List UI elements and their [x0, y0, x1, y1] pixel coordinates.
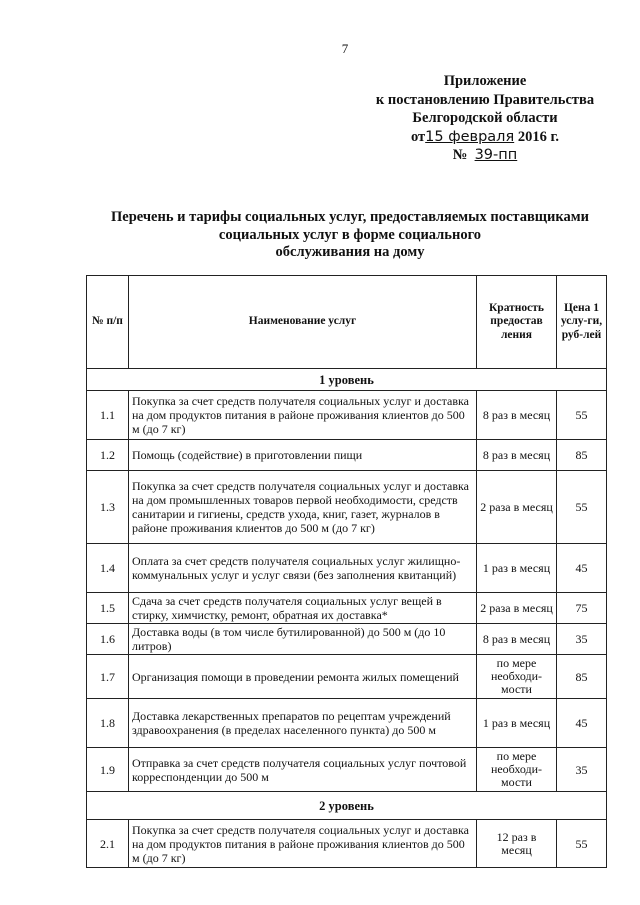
table-row	[87, 748, 607, 792]
row-name: Доставка воды (в том числе бутилированной) до 500 м (до 10 литров)	[129, 624, 477, 655]
row-name: Доставка лекарственных препаратов по рецептам учреждений здравоохранения (в пределах населенного пункта) до 500 м	[129, 699, 477, 748]
row-num: 1.7	[87, 655, 129, 699]
table-row	[87, 820, 607, 868]
row-freq: 12 раз в месяц	[477, 820, 557, 868]
table-row	[87, 593, 607, 624]
row-num: 1.2	[87, 440, 129, 471]
row-name: Покупка за счет средств получателя социальных услуг и доставка на дом промышленных товаров первой необходимости, средств санитарии и гигиены, средств ухода, книг, газет, журналов в районе проживания клиентов до 500 м (до 7 кг)	[129, 471, 477, 544]
row-freq: 1 раз в месяц	[477, 544, 557, 593]
row-price: 85	[557, 655, 607, 699]
row-price: 55	[557, 820, 607, 868]
row-num: 1.4	[87, 544, 129, 593]
table-row	[87, 440, 607, 471]
row-price: 55	[557, 471, 607, 544]
row-num: 1.3	[87, 471, 129, 544]
number-value: 39-пп	[474, 147, 518, 163]
row-name: Сдача за счет средств получателя социальных услуг вещей в стирку, химчистку, ремонт, обратная их доставка*	[129, 593, 477, 624]
appendix-label: Приложение	[443, 73, 527, 89]
row-price: 75	[557, 593, 607, 624]
level-2-label: 2 уровень	[87, 792, 607, 820]
title-line-2: социальных услуг в форме социального	[218, 226, 482, 243]
row-name: Оплата за счет средств получателя социальных услуг жилищно-коммунальных услуг и услуг связи (без заполнения квитанций)	[129, 544, 477, 593]
title-line-1: Перечень и тарифы социальных услуг, предоставляемых поставщиками	[111, 209, 589, 225]
row-price: 35	[557, 624, 607, 655]
row-price: 85	[557, 440, 607, 471]
header-freq: Кратность предостав ления	[477, 276, 557, 369]
table-header-row	[87, 276, 607, 369]
services-table	[86, 275, 607, 868]
level-1-label: 1 уровень	[87, 369, 607, 391]
row-name: Организация помощи в проведении ремонта жилых помещений	[129, 655, 477, 699]
level-row	[87, 369, 607, 391]
row-price: 45	[557, 699, 607, 748]
document-title	[70, 209, 630, 262]
row-price: 35	[557, 748, 607, 792]
header-name: Наименование услуг	[129, 276, 477, 369]
region-label: Белгородской области	[412, 110, 558, 126]
number-prefix: №	[452, 147, 468, 163]
row-freq: 2 раза в месяц	[477, 593, 557, 624]
date-value: 15 февраля	[425, 128, 515, 145]
row-freq: 8 раз в месяц	[477, 624, 557, 655]
row-name: Помощь (содействие) в приготовлении пищи	[129, 440, 477, 471]
row-freq: по мере необходи-мости	[477, 748, 557, 792]
resolution-label: к постановлению Правительства	[375, 91, 595, 108]
row-name: Покупка за счет средств получателя социальных услуг и доставка на дом продуктов питания в районе проживания клиентов до 500 м (до 7 кг)	[129, 820, 477, 868]
row-num: 1.5	[87, 593, 129, 624]
row-freq: 2 раза в месяц	[477, 471, 557, 544]
row-price: 55	[557, 391, 607, 440]
date-year: 2016 г.	[517, 128, 560, 145]
level-row	[87, 792, 607, 820]
resolution-number	[340, 146, 630, 165]
row-num: 1.8	[87, 699, 129, 748]
row-num: 1.6	[87, 624, 129, 655]
page-number: 7	[341, 41, 349, 56]
resolution-date	[340, 128, 630, 147]
table-row	[87, 655, 607, 699]
table-row	[87, 624, 607, 655]
table-row	[87, 471, 607, 544]
appendix-header	[340, 72, 630, 165]
row-num: 2.1	[87, 820, 129, 868]
row-name: Отправка за счет средств получателя социальных услуг почтовой корреспонденции до 500 м	[129, 748, 477, 792]
row-freq: 8 раз в месяц	[477, 391, 557, 440]
header-price: Цена 1 услу-ги, руб-лей	[557, 276, 607, 369]
row-num: 1.1	[87, 391, 129, 440]
date-prefix: от	[410, 128, 426, 145]
row-freq: по мере необходи-мости	[477, 655, 557, 699]
row-num: 1.9	[87, 748, 129, 792]
row-freq: 8 раз в месяц	[477, 440, 557, 471]
row-price: 45	[557, 544, 607, 593]
row-name: Покупка за счет средств получателя социальных услуг и доставка на дом продуктов питания в районе проживания клиентов до 500 м (до 7 кг)	[129, 391, 477, 440]
table-row	[87, 699, 607, 748]
title-line-3: обслуживания на дому	[275, 244, 425, 260]
header-num: № п/п	[87, 276, 129, 369]
row-freq: 1 раз в месяц	[477, 699, 557, 748]
table-row	[87, 544, 607, 593]
table-row	[87, 391, 607, 440]
